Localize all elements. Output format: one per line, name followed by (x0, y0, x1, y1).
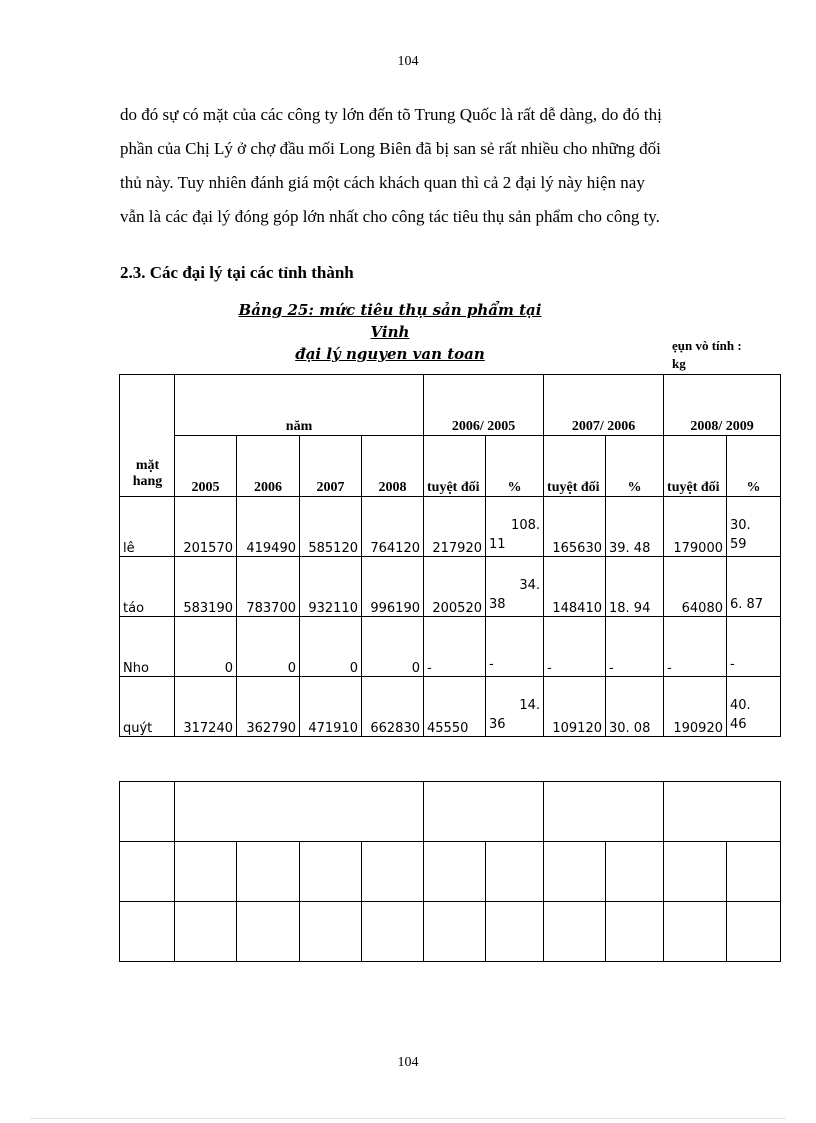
empty-cell (424, 902, 486, 962)
header-row-bottom (120, 436, 781, 497)
cell-value: 932110 (300, 557, 362, 617)
pct-header: % (606, 436, 664, 497)
table-title-line: Bảng 25: mức tiêu thụ sản phẩm tại Vinh (238, 301, 542, 341)
page-edge-divider (30, 1118, 786, 1119)
header-row-top (120, 375, 781, 436)
empty-cell (175, 902, 237, 962)
empty-cell (120, 782, 175, 842)
tuyet-doi-header: tuyệt đối (424, 436, 486, 497)
body-paragraph (120, 98, 720, 234)
cell-percent (486, 557, 544, 617)
cell-percent (727, 677, 781, 737)
empty-cell (120, 902, 175, 962)
empty-cell (606, 902, 664, 962)
cell-value: 179000 (664, 497, 727, 557)
cell-value: - (606, 617, 664, 677)
empty-cell (544, 782, 664, 842)
table-title (220, 299, 560, 365)
consumption-table-body (119, 496, 781, 737)
cell-percent (486, 617, 544, 677)
cell-value: 0 (300, 617, 362, 677)
cell-value: 30. 08 (606, 677, 664, 737)
empty-cell (424, 782, 544, 842)
empty-cell (120, 842, 175, 902)
pct-part: 6. 87 (730, 597, 764, 612)
cell-value: - (424, 617, 486, 677)
unit-line: kg (672, 356, 686, 371)
cell-value: - (544, 617, 606, 677)
empty-cell (175, 782, 424, 842)
nam-header: năm (175, 375, 424, 436)
cell-percent (727, 497, 781, 557)
pct-part: 30. (730, 518, 751, 533)
unit-line: ẹụn vò tính : (672, 338, 742, 353)
pct-part: 46 (730, 717, 747, 732)
cell-value: 471910 (300, 677, 362, 737)
cell-value: 783700 (237, 557, 300, 617)
empty-cell (424, 842, 486, 902)
pct-part: 108. (511, 518, 540, 533)
empty-cell (300, 902, 362, 962)
cell-value: 0 (362, 617, 424, 677)
pct-part: 40. (730, 698, 751, 713)
empty-cell (544, 902, 606, 962)
cell-value: 165630 (544, 497, 606, 557)
empty-cell (544, 842, 606, 902)
cell-value: 585120 (300, 497, 362, 557)
year-header: 2007 (300, 436, 362, 497)
cell-value: 764120 (362, 497, 424, 557)
empty-cell (486, 902, 544, 962)
section-heading: 2.3. Các đại lý tại các tỉnh thành (120, 263, 354, 282)
pct-part: 34. (519, 578, 540, 593)
cell-value: 217920 (424, 497, 486, 557)
empty-cell (175, 842, 237, 902)
cell-value: 662830 (362, 677, 424, 737)
cell-value: 39. 48 (606, 497, 664, 557)
mat-hang-header: mặt hang (132, 458, 163, 489)
cell-percent (486, 677, 544, 737)
cell-value: 996190 (362, 557, 424, 617)
year-header: 2006 (237, 436, 300, 497)
row-name: Nho (120, 617, 175, 677)
paragraph-line: thủ này. Tuy nhiên đánh giá một cách khách quan thì cả 2 đại lý này hiện nay (120, 173, 645, 192)
empty-table-row (120, 842, 781, 902)
pct-part: 59 (730, 537, 747, 552)
cell-percent (486, 497, 544, 557)
empty-cell (664, 782, 781, 842)
consumption-table (119, 374, 781, 497)
cell-value: 362790 (237, 677, 300, 737)
paragraph-line: phần của Chị Lý ở chợ đầu mối Long Biên đã bị san sẻ rất nhiều cho những đối (120, 139, 661, 158)
table-row (120, 617, 781, 677)
empty-cell (664, 902, 727, 962)
cell-value: 190920 (664, 677, 727, 737)
tuyet-doi-header: tuyệt đối (544, 436, 606, 497)
empty-cell (664, 842, 727, 902)
cell-value: 64080 (664, 557, 727, 617)
pct-part: - (730, 657, 735, 672)
cell-value: 317240 (175, 677, 237, 737)
cell-percent (727, 557, 781, 617)
cell-value: 18. 94 (606, 557, 664, 617)
pct-part: 14. (519, 698, 540, 713)
pct-part: 11 (489, 537, 506, 552)
period-header-3: 2008/ 2009 (664, 375, 781, 436)
tuyet-doi-header: tuyệt đối (664, 436, 727, 497)
period-header-2: 2007/ 2006 (544, 375, 664, 436)
cell-percent (727, 617, 781, 677)
empty-cell (606, 842, 664, 902)
cell-value: 109120 (544, 677, 606, 737)
period-header-1: 2006/ 2005 (424, 375, 544, 436)
empty-cell (486, 842, 544, 902)
cell-value: - (664, 617, 727, 677)
empty-cell (300, 842, 362, 902)
unit-label (672, 337, 772, 373)
row-name: quýt (120, 677, 175, 737)
empty-cell (362, 902, 424, 962)
empty-cell (237, 842, 300, 902)
pct-part: - (489, 657, 494, 672)
cell-value: 0 (175, 617, 237, 677)
table-row (120, 557, 781, 617)
paragraph-line: vẫn là các đại lý đóng góp lớn nhất cho công tác tiêu thụ sản phẩm cho công ty. (120, 207, 660, 226)
row-name: táo (120, 557, 175, 617)
empty-table (119, 781, 781, 962)
cell-value: 45550 (424, 677, 486, 737)
pct-part: 38 (489, 597, 506, 612)
pct-header: % (727, 436, 781, 497)
empty-cell (237, 902, 300, 962)
year-header: 2005 (175, 436, 237, 497)
cell-value: 419490 (237, 497, 300, 557)
year-header: 2008 (362, 436, 424, 497)
pct-part: 36 (489, 717, 506, 732)
empty-cell (362, 842, 424, 902)
cell-value: 200520 (424, 557, 486, 617)
table-title-line: đại lý nguyen van toan (295, 345, 485, 363)
cell-value: 0 (237, 617, 300, 677)
page-number-top: 104 (397, 54, 419, 69)
table-row (120, 677, 781, 737)
empty-cell (727, 842, 781, 902)
table-row (120, 497, 781, 557)
page-number-bottom: 104 (397, 1055, 419, 1070)
pct-header: % (486, 436, 544, 497)
cell-value: 148410 (544, 557, 606, 617)
empty-cell (727, 902, 781, 962)
empty-table-row (120, 782, 781, 842)
paragraph-line: do đó sự có mặt của các công ty lớn đến tõ Trung Quốc là rất dễ dàng, do đó thị (120, 105, 662, 124)
cell-value: 201570 (175, 497, 237, 557)
cell-value: 583190 (175, 557, 237, 617)
row-name: lê (120, 497, 175, 557)
empty-table-row (120, 902, 781, 962)
